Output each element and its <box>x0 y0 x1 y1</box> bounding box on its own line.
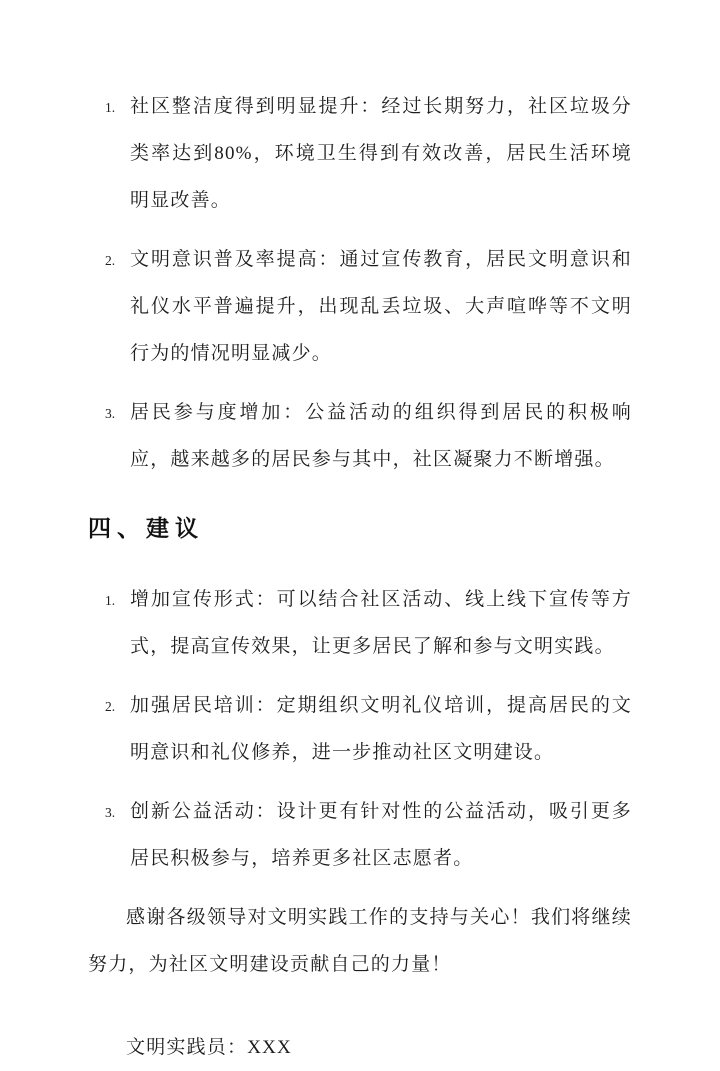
list-item-text: 加强居民培训：定期组织文明礼仪培训，提高居民的文明意识和礼仪修养，进一步推动社区文明建设。 <box>130 695 632 763</box>
list-item <box>88 788 632 882</box>
signature-line: 文明实践员：XXX <box>126 1037 292 1058</box>
list-item-number: 3. <box>105 805 116 820</box>
section-heading-suggestions: 四、建议 <box>88 516 204 541</box>
list-item-number: 3. <box>105 406 116 421</box>
list-item-text: 居民参与度增加：公益活动的组织得到居民的积极响应，越来越多的居民参与其中，社区凝聚力不断增强。 <box>130 402 632 470</box>
list-item <box>88 389 632 483</box>
list-item <box>88 236 632 377</box>
list-item-number: 2. <box>105 253 116 268</box>
list-item-number: 2. <box>105 699 116 714</box>
closing-paragraph: 感谢各级领导对文明实践工作的支持与关心！我们将继续努力，为社区文明建设贡献自己的力量！ <box>88 907 632 975</box>
conclusions-list <box>88 83 632 483</box>
list-item-text: 文明意识普及率提高：通过宣传教育，居民文明意识和礼仪水平普遍提升，出现乱丢垃圾、大声喧哗等不文明行为的情况明显减少。 <box>130 249 632 364</box>
list-item-text: 社区整洁度得到明显提升：经过长期努力，社区垃圾分类率达到80%，环境卫生得到有效改善，居民生活环境明显改善。 <box>130 96 632 211</box>
list-item <box>88 83 632 224</box>
list-item-text: 增加宣传形式：可以结合社区活动、线上线下宣传等方式，提高宣传效果，让更多居民了解和参与文明实践。 <box>130 589 632 657</box>
list-item <box>88 576 632 670</box>
suggestions-list <box>88 576 632 882</box>
list-item-number: 1. <box>105 100 116 115</box>
list-item-number: 1. <box>105 593 116 608</box>
list-item-text: 创新公益活动：设计更有针对性的公益活动，吸引更多居民积极参与，培养更多社区志愿者。 <box>130 801 632 869</box>
list-item <box>88 682 632 776</box>
